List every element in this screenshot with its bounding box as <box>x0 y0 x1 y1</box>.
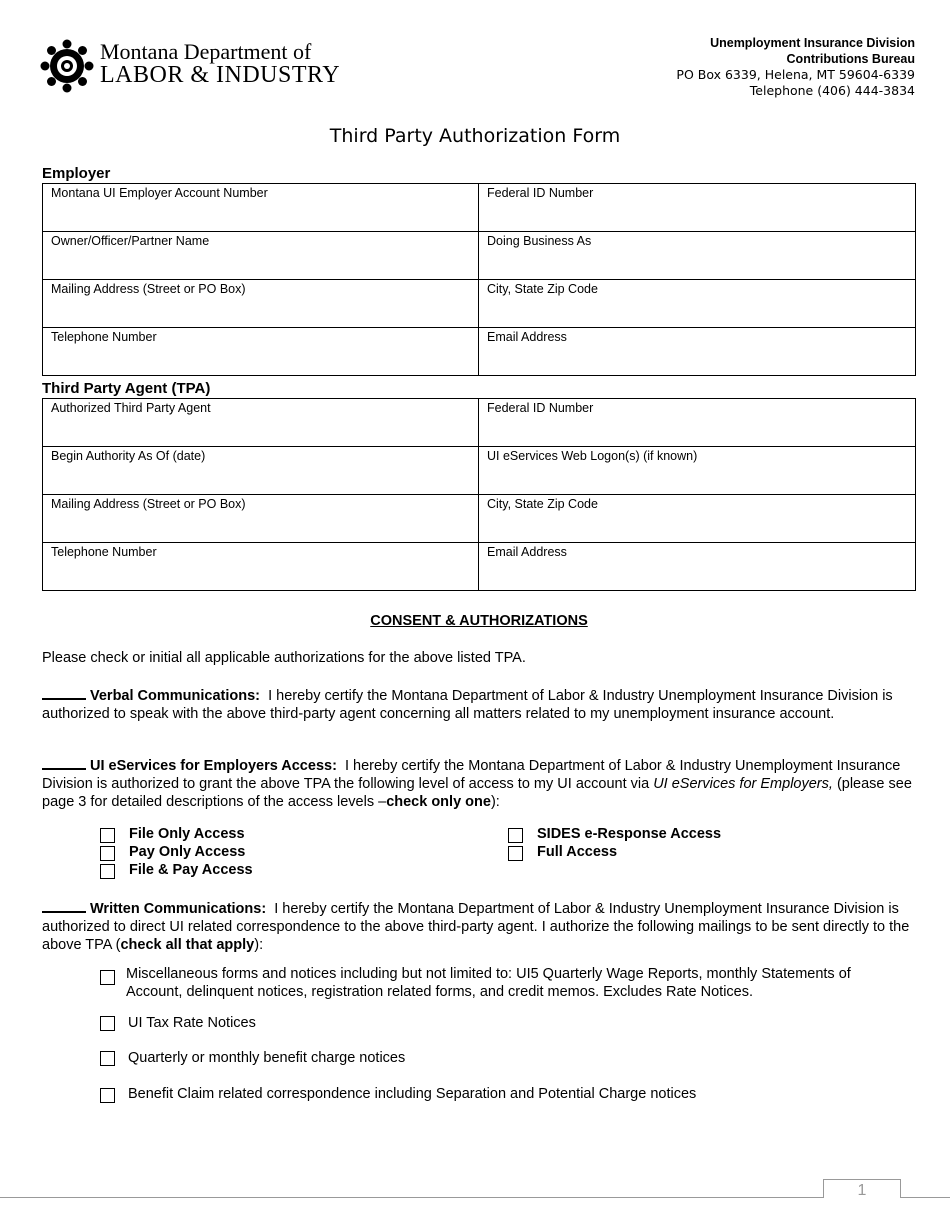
employer-owner-name-field[interactable]: Owner/Officer/Partner Name <box>43 232 479 280</box>
pay-only-checkbox[interactable] <box>100 846 115 861</box>
file-only-checkbox[interactable] <box>100 828 115 843</box>
written-initial-blank[interactable] <box>42 898 86 913</box>
division-name: Unemployment Insurance Division <box>710 36 915 50</box>
file-pay-label: File & Pay Access <box>129 862 253 878</box>
tax-rate-notices-label: UI Tax Rate Notices <box>128 1015 256 1031</box>
eservices-label: UI eServices for Employers Access: <box>90 758 337 774</box>
tpa-telephone-field[interactable]: Telephone Number <box>43 543 479 591</box>
benefit-claim-correspondence-label: Benefit Claim related correspondence including Separation and Potential Charge notices <box>128 1086 697 1102</box>
benefit-charge-notices-label: Quarterly or monthly benefit charge notices <box>128 1050 406 1066</box>
full-access-label: Full Access <box>537 844 618 860</box>
tax-rate-notices-checkbox[interactable] <box>100 1016 115 1031</box>
form-title: Third Party Authorization Form <box>329 125 621 147</box>
misc-forms-label: Miscellaneous forms and notices including but not limited to: UI5 Quarterly Wage Reports, monthly Statements of Account, delinquent notices, registration related forms, and credit memos. Excludes Rate Notices. <box>126 966 851 1000</box>
sides-response-checkbox[interactable] <box>508 828 523 843</box>
sides-response-label: SIDES e-Response Access <box>537 826 722 842</box>
page-number: 1 <box>823 1179 901 1198</box>
verbal-label: Verbal Communications: <box>90 688 261 704</box>
verbal-text: I hereby certify the Montana Department of Labor & Industry Unemployment Insurance Division is authorized to speak with the above third-party agent concerning all matters related to my unemployment insurance account. <box>42 688 893 722</box>
file-pay-checkbox[interactable] <box>100 864 115 879</box>
eservices-initial-blank[interactable] <box>42 755 86 770</box>
footer-rule <box>0 1197 950 1198</box>
file-only-label: File Only Access <box>129 826 245 842</box>
tpa-federal-id-field[interactable]: Federal ID Number <box>479 399 916 447</box>
bureau-name: Contributions Bureau <box>786 52 915 66</box>
misc-forms-checkbox[interactable] <box>100 970 115 985</box>
tpa-table <box>42 398 916 591</box>
written-communications: Written Communications: I hereby certify the Montana Department of Labor & Industry Unemployment Insurance Division is authorized to direct UI related correspondence to the above third-party agent. I authorize the following mailings to be sent directly to the above TPA (check all that apply): <box>42 898 912 954</box>
tpa-email-field[interactable]: Email Address <box>479 543 916 591</box>
logo-line-2: LABOR & INDUSTRY <box>100 62 341 88</box>
department-logo <box>40 36 360 96</box>
gear-seal-icon <box>40 38 94 94</box>
benefit-claim-correspondence-checkbox[interactable] <box>100 1088 115 1103</box>
logo-line-1: Montana Department of <box>100 39 312 64</box>
tpa-agent-name-field[interactable]: Authorized Third Party Agent <box>43 399 479 447</box>
employer-federal-id-field[interactable]: Federal ID Number <box>479 184 916 232</box>
employer-heading: Employer <box>42 165 111 182</box>
employer-city-state-zip-field[interactable]: City, State Zip Code <box>479 280 916 328</box>
eservices-access: UI eServices for Employers Access: I hereby certify the Montana Department of Labor & Industry Unemployment Insurance Division is authorized to grant the above TPA the following level of access to my UI account via UI eServices for Employers, (please see page 3 for detailed descriptions of the access levels –check only one): <box>42 755 912 811</box>
employer-mailing-address-field[interactable]: Mailing Address (Street or PO Box) <box>43 280 479 328</box>
pay-only-label: Pay Only Access <box>129 844 246 860</box>
verbal-communications <box>42 685 912 723</box>
division-telephone: Telephone (406) 444-3834 <box>749 83 915 98</box>
tpa-city-state-zip-field[interactable]: City, State Zip Code <box>479 495 916 543</box>
consent-intro: Please check or initial all applicable authorizations for the above listed TPA. <box>42 650 526 666</box>
full-access-checkbox[interactable] <box>508 846 523 861</box>
employer-telephone-field[interactable]: Telephone Number <box>43 328 479 376</box>
po-box: PO Box 6339, Helena, MT 59604-6339 <box>676 67 915 82</box>
verbal-initial-blank[interactable] <box>42 685 86 700</box>
benefit-charge-notices-checkbox[interactable] <box>100 1051 115 1066</box>
tpa-begin-date-field[interactable]: Begin Authority As Of (date) <box>43 447 479 495</box>
employer-dba-field[interactable]: Doing Business As <box>479 232 916 280</box>
employer-email-field[interactable]: Email Address <box>479 328 916 376</box>
tpa-web-logon-field[interactable]: UI eServices Web Logon(s) (if known) <box>479 447 916 495</box>
tpa-heading: Third Party Agent (TPA) <box>42 380 211 397</box>
employer-table <box>42 183 916 376</box>
written-label: Written Communications: <box>90 901 267 917</box>
consent-title: CONSENT & AUTHORIZATIONS <box>370 613 588 629</box>
division-address <box>676 35 915 99</box>
tpa-mailing-address-field[interactable]: Mailing Address (Street or PO Box) <box>43 495 479 543</box>
employer-account-number-field[interactable]: Montana UI Employer Account Number <box>43 184 479 232</box>
